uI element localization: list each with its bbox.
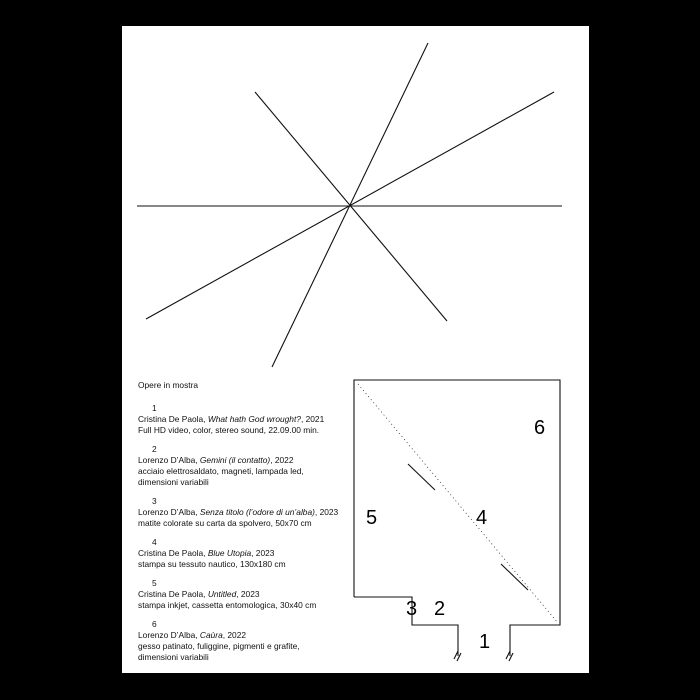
- floor-plan-diagonal-dotted: [358, 384, 558, 623]
- floor-plan-label-1: 1: [479, 631, 491, 653]
- floor-plan-label-4: 4: [476, 507, 488, 529]
- work-credit-line: Cristina De Paola, What hath God wrought?, 2021: [138, 414, 325, 424]
- work-details: stampa su tessuto nautico, 130x180 cm: [138, 559, 286, 569]
- work-entry: [138, 403, 366, 436]
- work-artist: Cristina De Paola: [138, 589, 204, 599]
- work-year: 2023: [240, 589, 260, 599]
- work-number: 5: [152, 578, 157, 588]
- work-number: 3: [152, 496, 157, 506]
- work-details: Full HD video, color, stereo sound, 22.09.00 min.: [138, 425, 320, 435]
- work-entry: [138, 444, 366, 488]
- work-title: Untitled: [207, 589, 237, 599]
- work-entry: [138, 578, 366, 611]
- work-details: stampa inkjet, cassetta entomologica, 30x40 cm: [138, 600, 317, 610]
- work-title: Gemini (il contatto): [199, 455, 271, 465]
- work-artist: Cristina De Paola: [138, 414, 204, 424]
- work-title: Caùra: [199, 630, 223, 640]
- work-credit-line: Cristina De Paola, Blue Utopia, 2023: [138, 548, 275, 558]
- work-details: acciaio elettrosaldato, magneti, lampada led,: [138, 466, 304, 476]
- work-entry: [138, 619, 366, 663]
- work-credit-line: Lorenzo D’Alba, Senza titolo (l’odore di un’alba), 2023: [138, 507, 339, 517]
- floor-plan: [346, 372, 589, 673]
- work-number: 6: [152, 619, 157, 629]
- floor-plan-label-2: 2: [434, 598, 446, 620]
- work-entry: [138, 537, 366, 570]
- work-title: Blue Utopia: [207, 548, 252, 558]
- poster-page: [122, 26, 589, 673]
- works-list-heading: Opere in mostra: [138, 380, 199, 390]
- work-year: 2023: [255, 548, 275, 558]
- work-year: 2023: [319, 507, 339, 517]
- work-title: Senza titolo (l’odore di un’alba): [199, 507, 315, 517]
- work-artist: Cristina De Paola: [138, 548, 204, 558]
- work-number: 1: [152, 403, 157, 413]
- floor-plan-diagonal-work-b: [501, 564, 528, 590]
- work-artist: Lorenzo D’Alba: [138, 630, 196, 640]
- work-details: gesso patinato, fuliggine, pigmenti e grafite,: [138, 641, 300, 651]
- work-details: dimensioni variabili: [138, 652, 209, 662]
- work-year: 2022: [227, 630, 247, 640]
- floor-plan-label-5: 5: [366, 507, 378, 529]
- floor-plan-label-3: 3: [406, 598, 418, 620]
- floor-plan-diagonal-work-a: [408, 464, 435, 490]
- work-artist: Lorenzo D’Alba: [138, 507, 196, 517]
- works-list: [138, 380, 366, 671]
- work-credit-line: Lorenzo D’Alba, Caùra, 2022: [138, 630, 247, 640]
- work-title: What hath God wrought?: [207, 414, 301, 424]
- floor-plan-label-6: 6: [534, 417, 546, 439]
- work-number: 4: [152, 537, 157, 547]
- work-details: matite colorate su carta da spolvero, 50x70 cm: [138, 518, 312, 528]
- work-artist: Lorenzo D’Alba: [138, 455, 196, 465]
- work-year: 2022: [274, 455, 294, 465]
- work-entry: [138, 496, 366, 529]
- work-details: dimensioni variabili: [138, 477, 209, 487]
- work-number: 2: [152, 444, 157, 454]
- floor-plan-wall-left: [354, 380, 560, 656]
- star-line-graphic: [122, 26, 589, 371]
- work-credit-line: Lorenzo D’Alba, Gemini (il contatto), 2022: [138, 455, 294, 465]
- works-entries: [138, 403, 366, 663]
- work-credit-line: Cristina De Paola, Untitled, 2023: [138, 589, 260, 599]
- work-year: 2021: [305, 414, 325, 424]
